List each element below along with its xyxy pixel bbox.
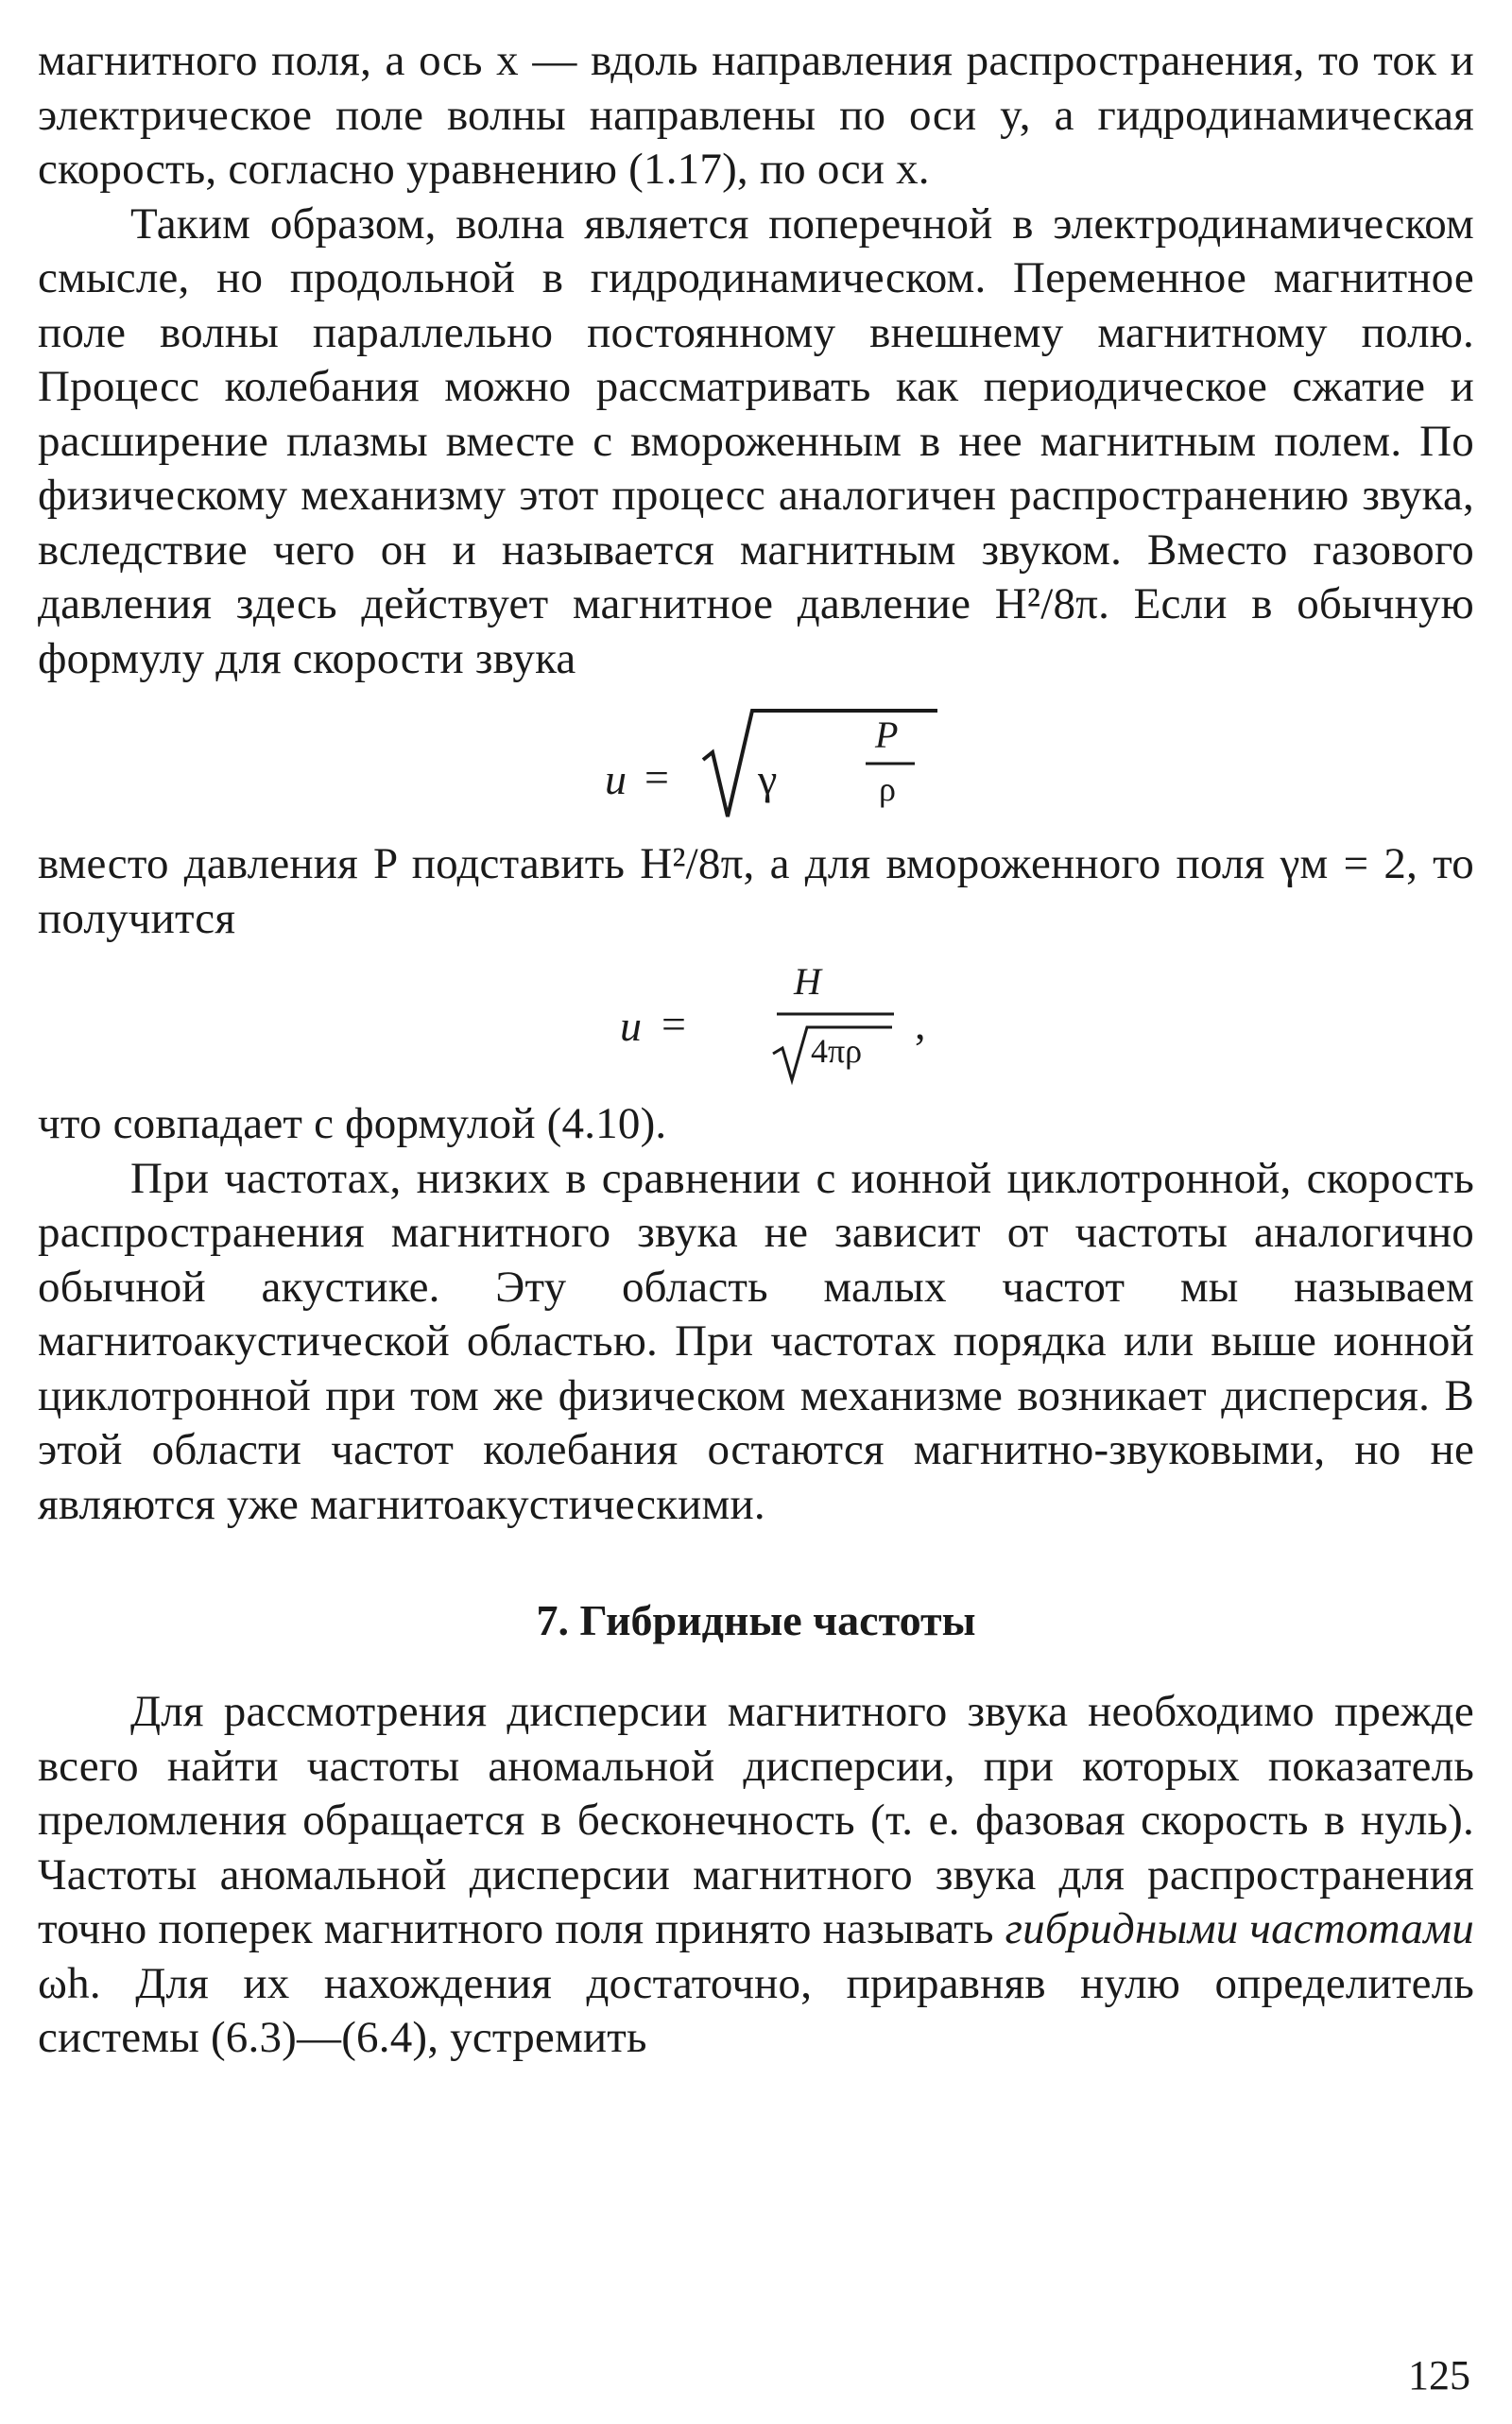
page-content	[38, 34, 1474, 2066]
term-hybrid-frequencies: гибридными частотами	[1005, 1904, 1474, 1953]
formula1-denominator: ρ	[879, 770, 896, 808]
formula2-lhs: u	[620, 1002, 642, 1050]
formula1-numerator: P	[875, 713, 899, 756]
paragraph-5: При частотах, низких в сравнении с ионной циклотронной, скорость распространения магнитного звука не зависит от частоты аналогично обычной акустике. Эту область малых частот мы называем магнитоакустической областью. При частотах порядка или выше ионной циклотронной при том же физическом механизме возникает дисперсия. В этой области частот колебания остаются магнитно-звуковыми, но не являются уже магнитоакустическими.	[38, 1153, 1474, 1529]
paragraph-6-end: ωh. Для их нахождения достаточно, приравняв нулю определитель системы (6.3)—(6.4), устремить	[38, 1958, 1474, 2062]
formula2-equals: =	[662, 1000, 686, 1048]
formula1-equals: =	[644, 753, 669, 801]
formula1-gamma: γ	[758, 755, 778, 803]
formula1-lhs: u	[605, 755, 627, 803]
paragraph-3: вместо давления P подставить H²/8π, а для вмороженного поля γм = 2, то получится	[38, 839, 1474, 943]
formula2-comma: ,	[915, 1000, 926, 1048]
paragraph-6-start: Для рассмотрения дисперсии магнитного звука необходимо прежде всего найти частоты аномальной дисперсии, при которых показатель преломления обращается в бесконечность (т. е. фазовая скорость в нуль). Частоты аномальной дисперсии магнитного звука для распространения точно поперек магнитного поля принято называть	[38, 1687, 1474, 1953]
paragraph-1: магнитного поля, а ось x — вдоль направления распространения, то ток и электрическое поле волны направлены по оси y, а гидродинамическая скорость, согласно уравнению (1.17), по оси x.	[38, 36, 1474, 194]
paragraph-4: что совпадает с формулой (4.10).	[38, 1099, 667, 1148]
section-heading: 7. Гибридные частоты	[536, 1596, 976, 1644]
formula2-numerator: H	[794, 960, 821, 1003]
formula2-denominator: 4πρ	[811, 1032, 863, 1070]
paragraph-6	[38, 1685, 1474, 2066]
page-number: 125	[1408, 2352, 1470, 2398]
formula-alfven-speed	[38, 955, 1474, 1097]
sqrt-sign-icon	[699, 705, 945, 828]
formula-sound-speed	[38, 705, 1474, 837]
paragraph-2: Таким образом, волна является поперечной в электродинамическом смысле, но продольной в гидродинамическом. Переменное магнитное поле волны параллельно постоянному внешнему магнитному полю. Процесс колебания можно рассматривать как периодическое сжатие и расширение плазмы вместе с вмороженным в нее магнитным полем. По физическому механизму этот процесс аналогичен распространению звука, вследствие чего он и называется магнитным звуком. Вместо газового давления здесь действует магнитное давление H²/8π. Если в обычную формулу для скорости звука	[38, 198, 1474, 683]
